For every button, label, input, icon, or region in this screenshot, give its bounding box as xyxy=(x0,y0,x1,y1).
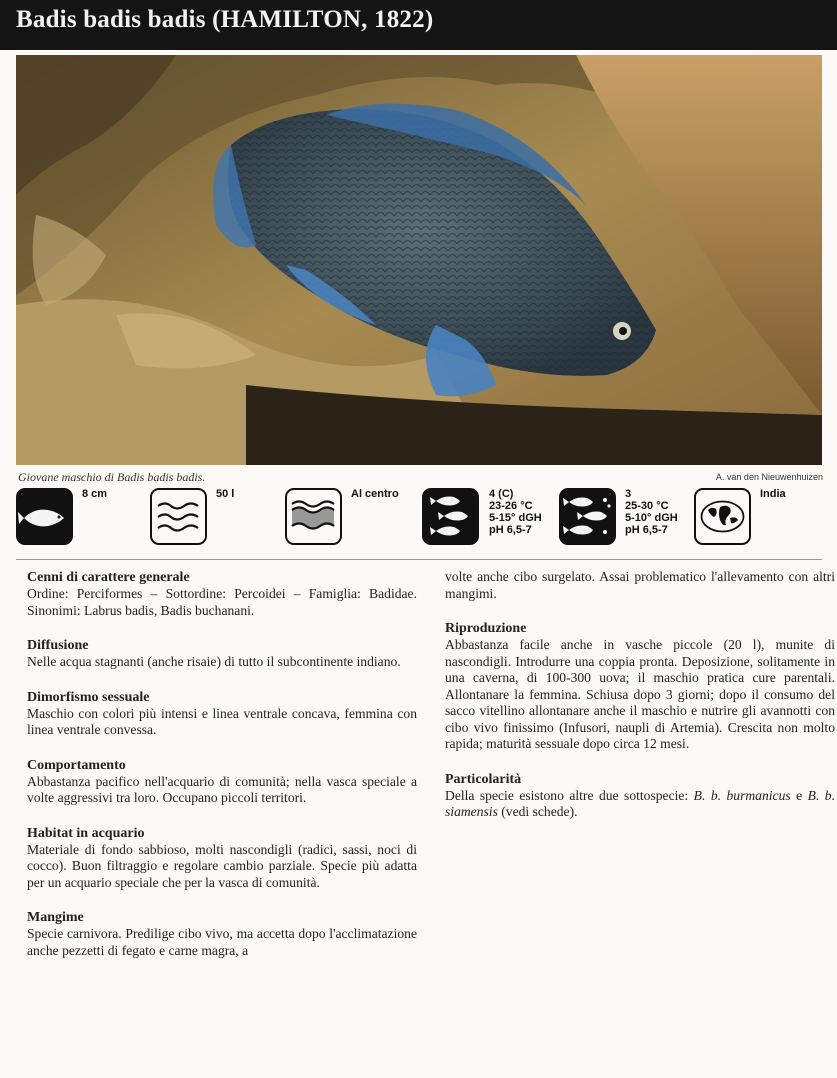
section-behavior xyxy=(27,757,417,807)
section-general xyxy=(27,569,417,619)
fish-group-icon xyxy=(422,488,479,545)
photo-caption: Giovane maschio di Badis badis badis. xyxy=(18,470,206,484)
swim-zone-icon xyxy=(285,488,342,545)
fish-breeding-icon xyxy=(559,488,616,545)
divider xyxy=(16,559,822,560)
globe-icon xyxy=(694,488,751,545)
section-body: Specie carnivora. Predilige cibo vivo, ma accetta dopo l'acclimatazione anche pezzetti di fegato e carne magra, a xyxy=(27,926,417,958)
section-body: Materiale di fondo sabbioso, molti nascondigli (radici, sassi, noci di cocco). Buon filtraggio e regolare cambio parziale. Specie più adatta per un acquario speciale che per la vasca di comunità. xyxy=(27,841,417,890)
body-text: (vedi schede). xyxy=(497,804,578,819)
quick-facts-row xyxy=(0,486,837,552)
section-food-continued xyxy=(445,569,835,602)
section-heading: Riproduzione xyxy=(445,621,527,636)
section-reproduction xyxy=(445,620,835,753)
origin-value: India xyxy=(760,488,786,500)
left-column xyxy=(27,569,417,977)
tank-volume-icon xyxy=(150,488,207,545)
photo-credit: A. van den Nieuwenhuizen xyxy=(715,472,823,482)
title-bar xyxy=(0,0,837,50)
subspecies-name: B. b. siamensis xyxy=(445,787,835,819)
section-body: Abbastanza facile anche in vasche piccole (20 l), munite di nascondigli. Introdurre una coppia pronta. Deposizione, solitamente in una caverna, di 100-300 uova; il maschio pratica cure parentali. Allontanare la femmina. Schiusa dopo 3 giorni; dopo il consumo del sacco vitellino allontanare anche il maschio e nutrire gli avannotti con cibo vivo finissimo (Infusori, naupli di Artemia). Crescita non molto rapida; maturità sessuale dopo circa 12 mesi. xyxy=(445,637,835,751)
fish-size-icon xyxy=(16,488,73,545)
body-text: e xyxy=(790,787,808,803)
fish-photo xyxy=(16,55,822,465)
care-conditions: 4 (C) 23-26 °C 5-15° dGH pH 6,5-7 xyxy=(489,488,542,536)
section-body: Ordine: Perciformes – Sottordine: Percoidei – Famiglia: Badidae. Sinonimi: Labrus badis, Badis buchanani. xyxy=(27,586,417,618)
fish-size-value: 8 cm xyxy=(82,488,108,500)
section-dimorphism xyxy=(27,689,417,739)
section-particularities xyxy=(445,771,835,821)
section-body xyxy=(445,788,835,821)
section-body: Nelle acqua stagnanti (anche risaie) di tutto il subcontinente indiano. xyxy=(27,654,401,669)
tank-volume-value: 50 l xyxy=(216,488,235,500)
swim-zone-value: Al centro xyxy=(351,488,399,500)
section-heading: Particolarità xyxy=(445,771,522,787)
section-heading: Cenni di carattere generale xyxy=(27,570,190,585)
section-food xyxy=(27,909,417,959)
section-habitat xyxy=(27,825,417,892)
section-heading: Dimorfismo sessuale xyxy=(27,689,150,705)
page-title: Badis badis badis (HAMILTON, 1822) xyxy=(16,6,434,33)
breeding-conditions: 3 25-30 °C 5-10° dGH pH 6,5-7 xyxy=(625,488,678,536)
body-text: Della specie esistono altre due sottospecie: xyxy=(445,787,694,803)
section-heading: Mangime xyxy=(27,910,84,925)
section-body: volte anche cibo surgelato. Assai problematico l'allevamento con altri mangimi. xyxy=(445,569,835,601)
right-column xyxy=(445,569,835,839)
section-heading: Comportamento xyxy=(27,757,126,773)
section-body: Abbastanza pacifico nell'acquario di comunità; nella vasca speciale a volte aggressivi tra loro. Occupano piccoli territori. xyxy=(27,773,417,805)
section-heading: Diffusione xyxy=(27,638,89,653)
subspecies-name: B. b. burmanicus xyxy=(693,787,791,803)
section-heading: Habitat in acquario xyxy=(27,825,145,841)
section-body: Maschio con colori più intensi e linea ventrale concava, femmina con linea ventrale convessa. xyxy=(27,705,417,737)
section-distribution xyxy=(27,637,417,671)
